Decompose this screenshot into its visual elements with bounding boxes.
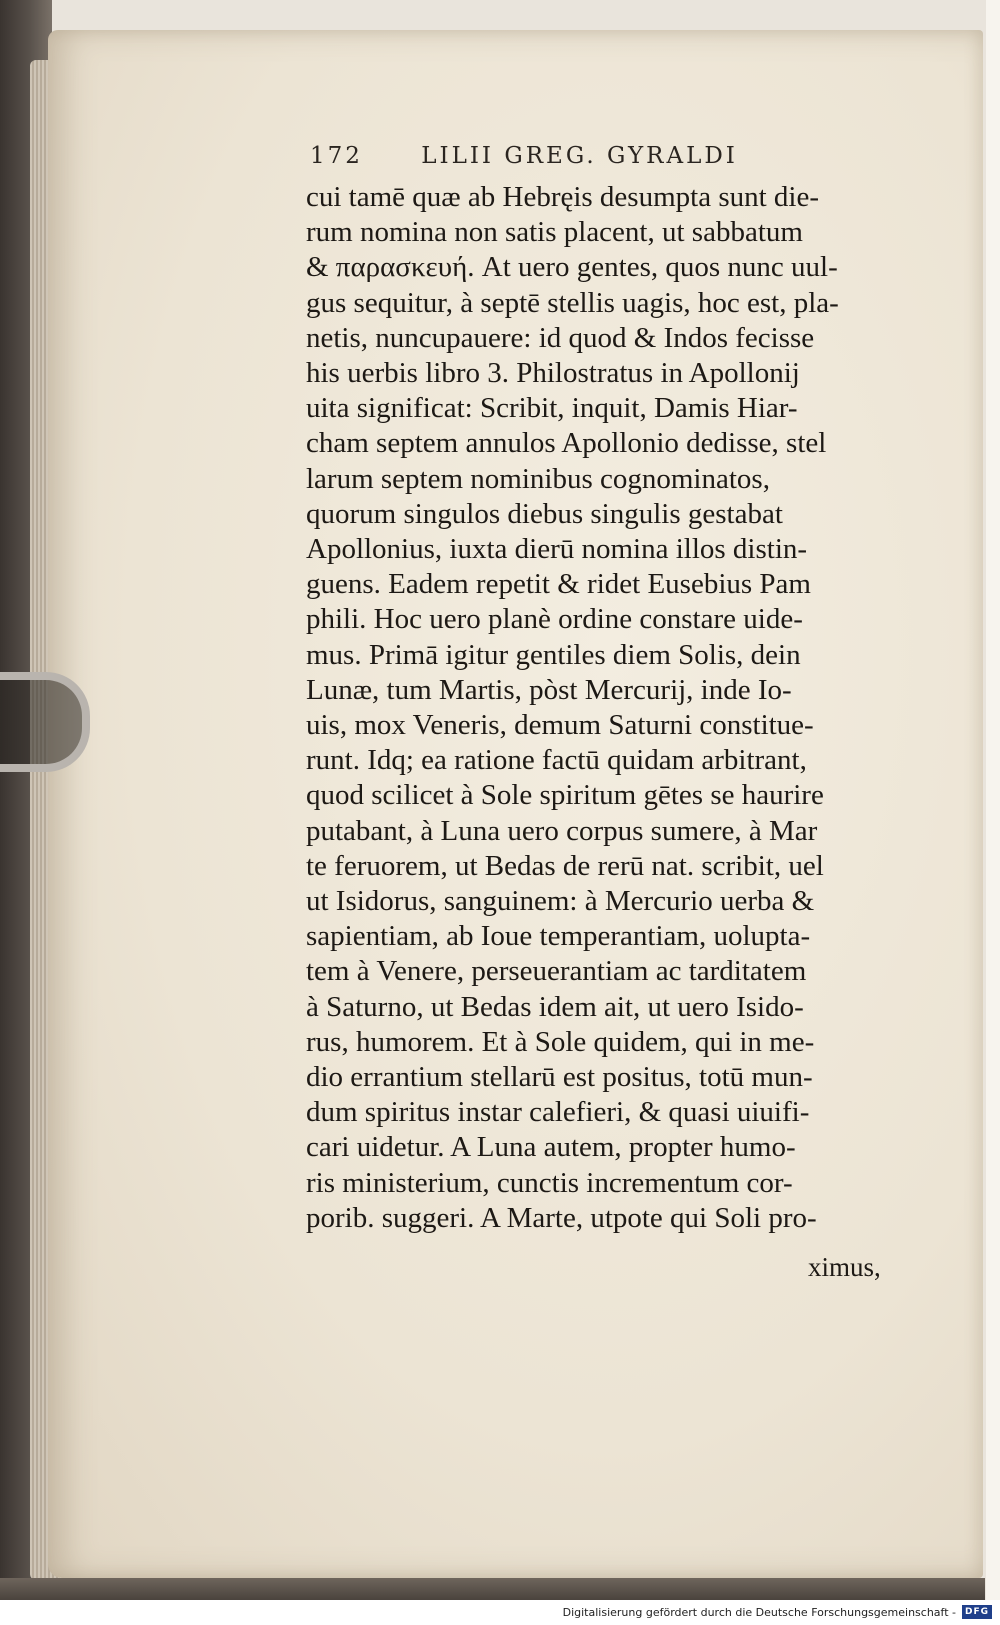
text-line: quod scilicet à Sole spiritum gētes se haurire: [306, 779, 824, 812]
text-line: quorum singulos diebus singulis gestabat: [306, 497, 783, 530]
text-line: his uerbis libro 3. Philostratus in Apollonij: [306, 357, 800, 390]
text-line: gus sequitur, à septē stellis uagis, hoc est, pla-: [306, 286, 839, 319]
text-line: te feruorem, ut Bedas de rerū nat. scribit, uel: [306, 849, 824, 882]
text-line: dio errantium stellarū est positus, totū mun-: [306, 1061, 813, 1094]
text-line: tem à Venere, perseuerantiam ac tarditatem: [306, 955, 807, 988]
text-line: Lunæ, tum Martis, pòst Mercurij, inde Io-: [306, 673, 792, 706]
text-line: guens. Eadem repetit & ridet Eusebius Pam: [306, 568, 811, 601]
digitization-footer: [0, 1600, 1000, 1625]
book-cover-bottom: [0, 1578, 985, 1600]
text-line: phili. Hoc uero planè ordine constare uide-: [306, 603, 803, 636]
text-line: rum nomina non satis placent, ut sabbatum: [306, 216, 803, 249]
text-line: porib. suggeri. A Marte, utpote qui Soli pro-: [306, 1201, 817, 1234]
dfg-logo: DFG: [962, 1605, 992, 1619]
text-line: uis, mox Veneris, demum Saturni constitue-: [306, 709, 814, 742]
text-line: netis, nuncupauere: id quod & Indos fecisse: [306, 321, 815, 354]
running-title: LILII GREG. GYRALDI: [421, 143, 738, 169]
text-line: Apollonius, iuxta dierū nomina illos distin-: [306, 533, 808, 566]
text-line: sapientiam, ab Ioue temperantiam, uolupta-: [306, 920, 811, 953]
catchword: ximus,: [808, 1252, 881, 1282]
text-line: cui tamē quæ ab Hebręis desumpta sunt die-: [306, 181, 820, 213]
text-line: runt. Idq; ea ratione factū quidam arbitrant,: [306, 744, 807, 777]
text-line: cham septem annulos Apollonio dedisse, stel: [306, 427, 827, 460]
footer-credit: Digitalisierung gefördert durch die Deutsche Forschungsgemeinschaft -: [562, 1606, 956, 1619]
text-line: ris ministerium, cunctis incrementum cor-: [306, 1166, 793, 1199]
text-line: uita significat: Scribit, inquit, Damis Hiar-: [306, 392, 798, 425]
text-line: cari uidetur. A Luna autem, propter humo-: [306, 1131, 796, 1164]
text-line: putabant, à Luna uero corpus sumere, à Mar: [306, 814, 818, 847]
text-line: rus, humorem. Et à Sole quidem, qui in me-: [306, 1025, 815, 1058]
text-line: à Saturno, ut Bedas idem ait, ut uero Isido-: [306, 990, 804, 1023]
body-text: [306, 180, 876, 1236]
running-head: [310, 143, 830, 169]
text-line: & παρασκευή. At uero gentes, quos nunc uul-: [306, 251, 838, 284]
text-line: mus. Primā igitur gentiles diem Solis, dein: [306, 638, 801, 671]
text-line: dum spiritus instar calefieri, & quasi uiuifi-: [306, 1096, 810, 1129]
book-clasp: [0, 672, 90, 772]
text-line: ut Isidorus, sanguinem: à Mercurio uerba &: [306, 885, 815, 918]
text-line: larum septem nominibus cognominatos,: [306, 462, 770, 495]
scan-margin: [986, 0, 1000, 1600]
page-number: 172: [310, 143, 363, 169]
